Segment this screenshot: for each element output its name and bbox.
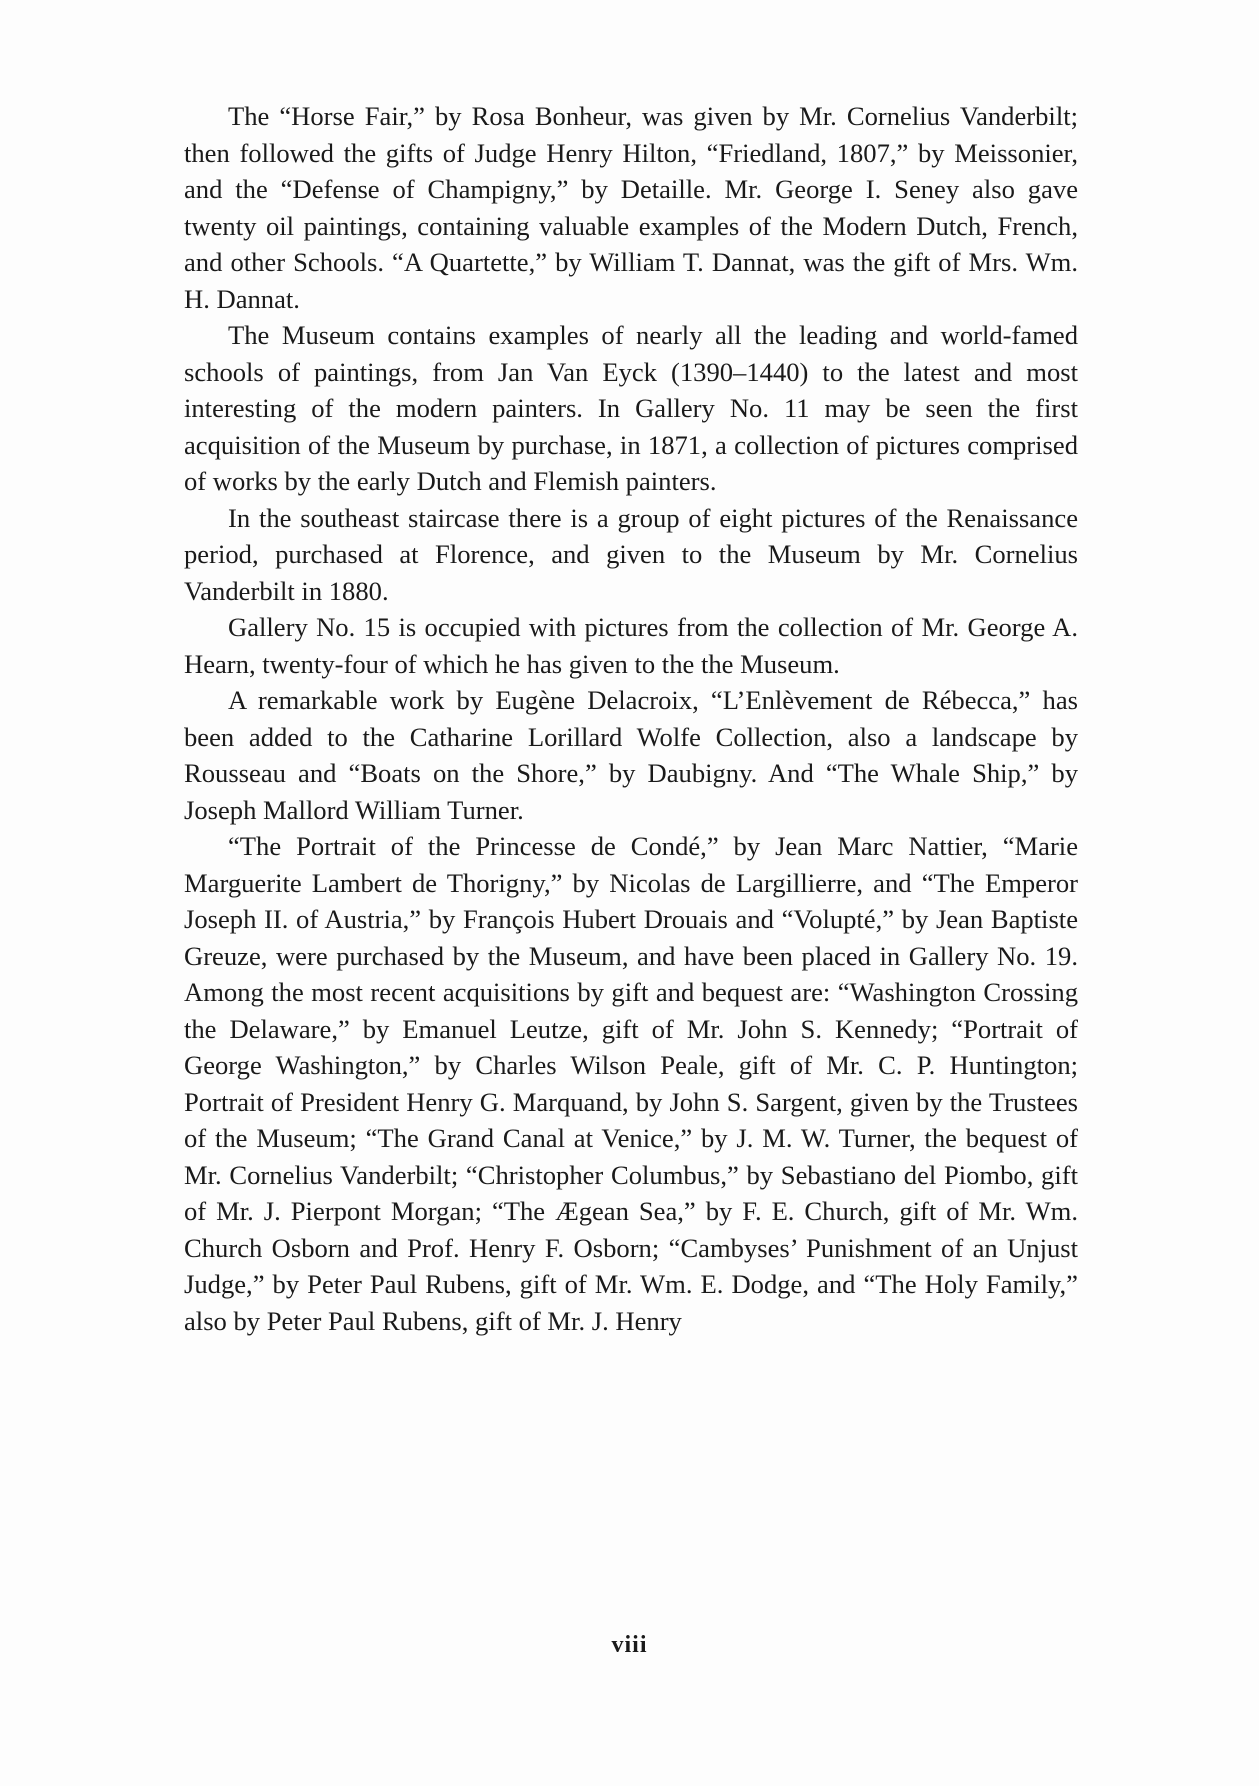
paragraph-horse-fair: The “Horse Fair,” by Rosa Bonheur, was given by Mr. Cornelius Vanderbilt; then followed the gifts of Judge Henry Hilton, “Friedland, 1807,” by Meissonier, and the “Defense of Champigny,” by Detaille. Mr. George I. Seney also gave twenty oil paintings, containing valuable examples of the Modern Dutch, French, and other Schools. “A Quartette,” by William T. Dannat, was the gift of Mrs. Wm. H. Dannat. [184,101,1078,314]
paragraph-delacroix: A remarkable work by Eugène Delacroix, “L’Enlèvement de Rébecca,” has been added to the Catharine Lorillard Wolfe Collection, also a landscape by Rousseau and “Boats on the Shore,” by Daubigny. And “The Whale Ship,” by Joseph Mallord William Turner. [184,685,1078,825]
page-number: viii [611,1632,648,1658]
paragraph-museum-schools: The Museum contains examples of nearly all the leading and world-famed schools of paintings, from Jan Van Eyck (1390–1440) to the latest and most interesting of the modern painters. In Gallery No. 11 may be seen the first acquisition of the Museum by purchase, in 1871, a collection of pictures comprised of works by the early Dutch and Flemish painters. [184,320,1078,496]
body-text [184,98,1078,1339]
paragraph-gallery-15: Gallery No. 15 is occupied with pictures from the collection of Mr. George A. Hearn, twenty-four of which he has given to the the Museum. [184,612,1078,679]
paragraph-recent-acquisitions: “The Portrait of the Princesse de Condé,” by Jean Marc Nattier, “Marie Marguerite Lambert de Thorigny,” by Nicolas de Largillierre, and “The Emperor Joseph II. of Austria,” by François Hubert Drouais and “Volupté,” by Jean Baptiste Greuze, were purchased by the Museum, and have been placed in Gallery No. 19. Among the most recent acquisitions by gift and bequest are: “Washington Crossing the Delaware,” by Emanuel Leutze, gift of Mr. John S. Kennedy; “Portrait of George Washington,” by Charles Wilson Peale, gift of Mr. C. P. Huntington; Portrait of President Henry G. Marquand, by John S. Sargent, given by the Trustees of the Museum; “The Grand Canal at Venice,” by J. M. W. Turner, the bequest of Mr. Cornelius Vanderbilt; “Christopher Columbus,” by Sebastiano del Piombo, gift of Mr. J. Pierpont Morgan; “The Ægean Sea,” by F. E. Church, gift of Mr. Wm. Church Osborn and Prof. Henry F. Osborn; “Cambyses’ Punishment of an Unjust Judge,” by Peter Paul Rubens, gift of Mr. Wm. E. Dodge, and “The Holy Family,” also by Peter Paul Rubens, gift of Mr. J. Henry [184,831,1078,1336]
paragraph-southeast-staircase: In the southeast staircase there is a group of eight pictures of the Renaissance period, purchased at Florence, and given to the Museum by Mr. Cornelius Vanderbilt in 1880. [184,502,1078,606]
